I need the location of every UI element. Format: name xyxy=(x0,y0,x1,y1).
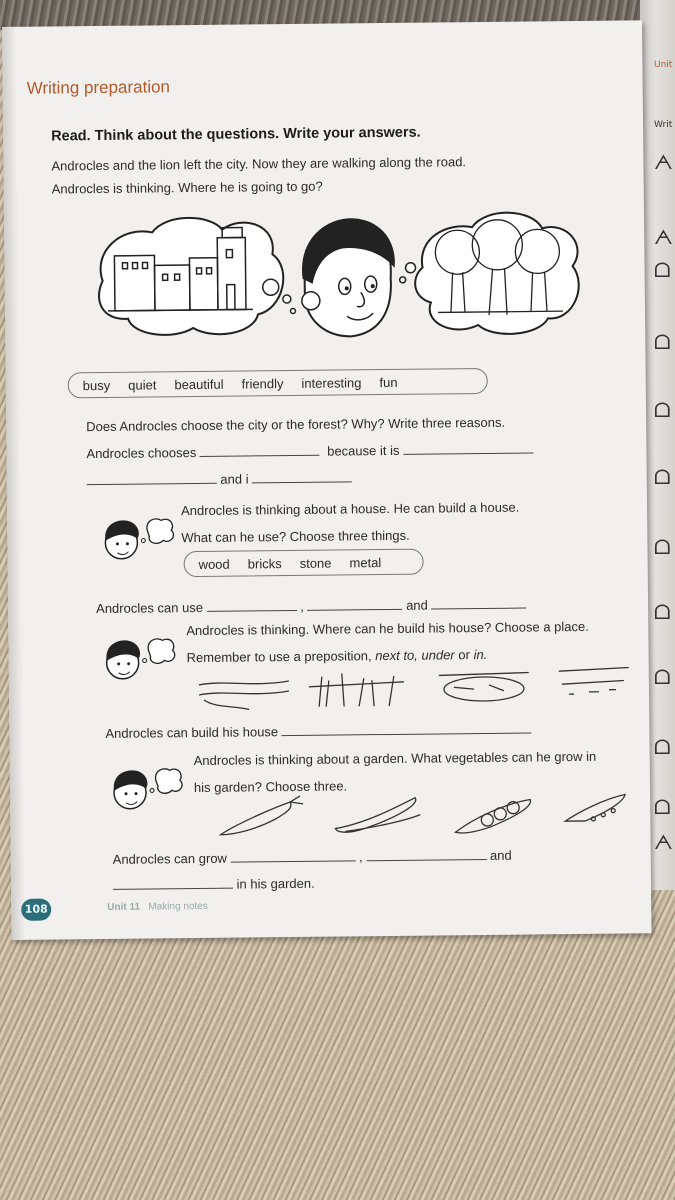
androcles-thinking-icon xyxy=(106,760,187,821)
q3-line-2: Remember to use a preposition, next to, under or in. xyxy=(186,646,488,666)
q4-line-2: his garden? Choose three. xyxy=(193,778,348,796)
q1-question: Does Androcles choose the city or the forest? Why? Write three reasons. xyxy=(86,414,506,435)
next-page-title-fragment: Unit xyxy=(654,60,673,70)
answer-blank[interactable] xyxy=(207,609,297,612)
material-word: stone xyxy=(299,555,332,571)
answer-blank[interactable] xyxy=(252,480,352,483)
intro-line-2: Androcles is thinking. Where he is going to go? xyxy=(51,178,323,197)
city-thought-bubble xyxy=(98,217,284,336)
intro-line-1: Androcles and the lion left the city. Now they are walking along the road. xyxy=(51,154,467,174)
answer-blank[interactable] xyxy=(231,859,356,862)
answer-blank[interactable] xyxy=(200,454,320,457)
q3-answer-line: Androcles can build his house xyxy=(105,721,531,740)
place-options-illustration xyxy=(194,665,634,715)
next-page-text-fragment: Writ xyxy=(654,120,673,130)
adjective-word: friendly xyxy=(241,375,284,392)
androcles-face-icon xyxy=(301,218,396,337)
adjective-word: fun xyxy=(379,374,398,390)
river-icon xyxy=(199,681,289,710)
q2-line-2: What can he use? Choose three things. xyxy=(181,527,410,546)
section-title: Writing preparation xyxy=(26,77,171,98)
q4-line-1: Androcles is thinking about a garden. What vegetables can he grow in xyxy=(193,748,597,769)
answer-blank[interactable] xyxy=(432,607,527,610)
q3-line-1: Androcles is thinking. Where can he build his house? Choose a place. xyxy=(186,618,589,639)
city-face-forest-illustration xyxy=(92,206,584,361)
answer-blank[interactable] xyxy=(308,608,403,611)
answer-blank[interactable] xyxy=(87,482,217,485)
page-number-badge: 108 xyxy=(21,899,51,921)
field-icon xyxy=(559,667,629,694)
answer-blank[interactable] xyxy=(403,451,533,454)
lake-icon xyxy=(439,673,529,702)
q2-answer-line: Androcles can use , and xyxy=(96,597,527,617)
adjective-word-box xyxy=(68,368,488,398)
workbook-page xyxy=(2,20,652,940)
pea-pod-icon xyxy=(565,795,625,822)
answer-blank[interactable] xyxy=(366,858,486,861)
adjective-word: busy xyxy=(82,377,111,393)
material-word: metal xyxy=(349,554,382,570)
materials-word-box xyxy=(183,549,423,578)
instruction: Read. Think about the questions. Write your answers. xyxy=(51,124,421,145)
page-gutter xyxy=(2,27,26,940)
footer-unit: Unit 11 Making notes xyxy=(107,900,208,913)
peas-icon xyxy=(455,800,531,834)
adjective-word: beautiful xyxy=(174,376,224,392)
q4-answer-line-a: Androcles can grow , and xyxy=(112,847,512,867)
adjective-word: interesting xyxy=(301,374,362,391)
adjective-word: quiet xyxy=(128,376,157,393)
trees-icon xyxy=(309,673,404,707)
q1-answer-line-b: and i xyxy=(87,470,353,488)
q1-answer-line-a: Androcles chooses because it is xyxy=(86,441,533,461)
androcles-thinking-icon xyxy=(98,630,179,691)
androcles-thinking-icon xyxy=(97,510,178,571)
material-word: bricks xyxy=(247,555,282,571)
material-word: wood xyxy=(198,556,230,572)
vegetables-illustration xyxy=(215,790,636,844)
answer-blank[interactable] xyxy=(113,887,233,890)
green-bean-icon xyxy=(335,798,420,833)
q4-answer-line-b: in his garden. xyxy=(113,876,315,893)
next-page-edge: Unit Writ ᗅ ᗅ ᗝ ᗝ ᗝ ᗝ ᗝ ᗝ ᗝ ᗝ ᗝ ᗅ xyxy=(640,0,675,890)
answer-blank[interactable] xyxy=(282,731,532,736)
q2-line-1: Androcles is thinking about a house. He can build a house. xyxy=(180,499,520,519)
carrot-icon xyxy=(220,796,303,835)
forest-thought-bubble xyxy=(414,212,579,335)
